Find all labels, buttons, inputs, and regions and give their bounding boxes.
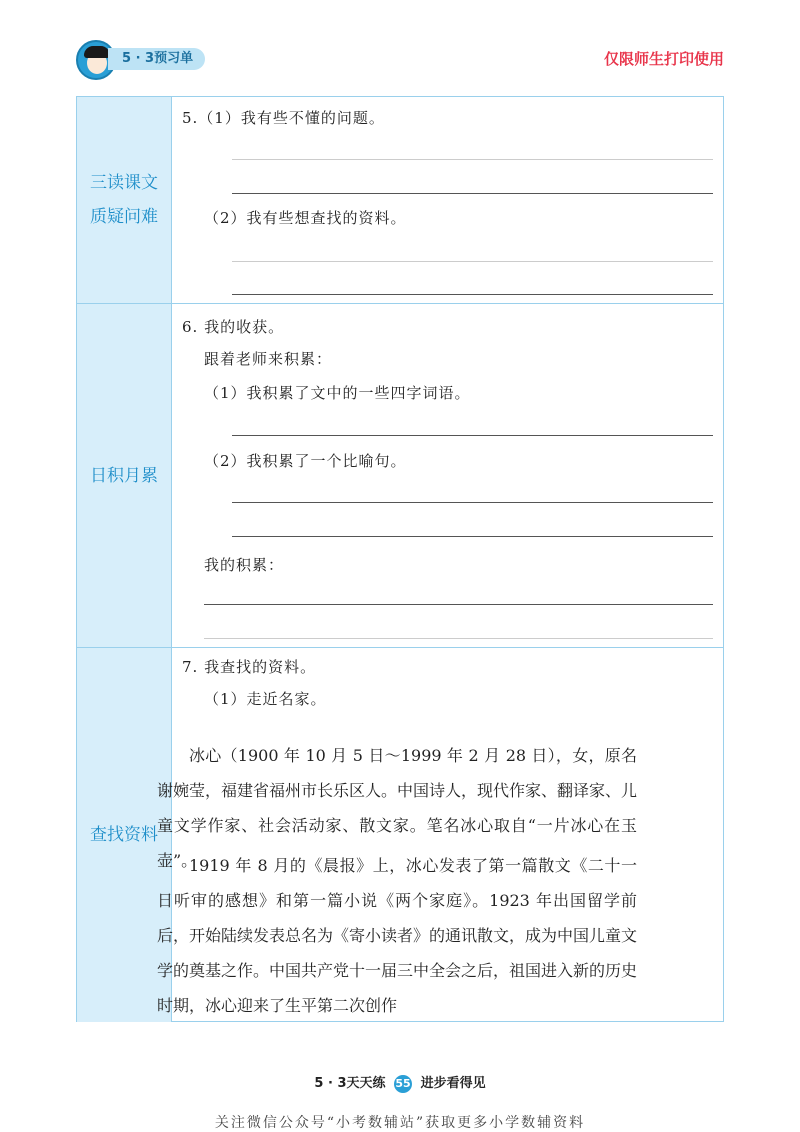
section-label-line: 三读课文 bbox=[90, 173, 158, 193]
answer-line[interactable] bbox=[232, 536, 713, 537]
answer-line[interactable] bbox=[204, 638, 713, 639]
section-label bbox=[77, 304, 172, 648]
section-label-line: 查找资料 bbox=[90, 825, 158, 845]
follow-teacher-text: 跟着老师来积累： bbox=[204, 350, 333, 368]
bio-paragraph-1: 冰心（1900 年 10 月 5 日～1999 年 2 月 28 日），女，原名谢婉莹，福建省福州市长乐区人。中国诗人，现代作家、翻译家、儿童文学作家、社会活动家、散文家。笔名冰心取自“一片冰心在玉壶”。 bbox=[157, 746, 638, 870]
answer-line[interactable] bbox=[232, 502, 713, 503]
question-7-1: （1）走近名家。 bbox=[204, 690, 327, 708]
page-header bbox=[0, 0, 800, 90]
bio-paragraph-2: 1919 年 8 月的《晨报》上，冰心发表了第一篇散文《二十一日听审的感想》和第一篇小说《两个家庭》。1923 年出国留学前后，开始陆续发表总名为《寄小读者》的通讯散文，成为中国儿童文学的奠基之作。中国共产党十一届三中全会之后，祖国进入新的历史时期，冰心迎来了生平第二次创作 bbox=[157, 856, 637, 1015]
answer-line[interactable] bbox=[232, 261, 713, 262]
question-6: 6. 我的收获。 bbox=[182, 318, 285, 336]
page-footer bbox=[0, 1072, 800, 1093]
answer-line[interactable] bbox=[232, 294, 713, 295]
footer-slogan: 进步看得见 bbox=[420, 1076, 486, 1091]
print-notice: 仅限师生打印使用 bbox=[603, 50, 724, 68]
my-accumulation-label: 我的积累： bbox=[204, 556, 285, 574]
section-accumulation bbox=[77, 303, 723, 648]
answer-line[interactable] bbox=[232, 193, 713, 194]
question-7: 7. 我查找的资料。 bbox=[182, 658, 317, 676]
section-label bbox=[77, 97, 172, 303]
section-label-line: 质疑问难 bbox=[90, 207, 158, 227]
section-label-line: 日积月累 bbox=[90, 466, 158, 486]
answer-line[interactable] bbox=[232, 159, 713, 160]
question-6-1: （1）我积累了文中的一些四字词语。 bbox=[204, 384, 471, 402]
answer-line[interactable] bbox=[204, 604, 713, 605]
answer-line[interactable] bbox=[232, 435, 713, 436]
watermark-text: 关注微信公众号“小考数辅站”获取更多小学数辅资料 bbox=[214, 1115, 586, 1131]
question-5-2: （2）我有些想查找的资料。 bbox=[204, 209, 407, 227]
series-badge: 5 · 3预习单 bbox=[108, 48, 205, 70]
page-number: 55 bbox=[394, 1075, 412, 1093]
footer-series: 5 · 3天天练 bbox=[314, 1076, 386, 1091]
question-5-1: 5.（1）我有些不懂的问题。 bbox=[182, 109, 385, 127]
question-6-2: （2）我积累了一个比喻句。 bbox=[204, 452, 407, 470]
section-reading-questions bbox=[77, 97, 723, 303]
